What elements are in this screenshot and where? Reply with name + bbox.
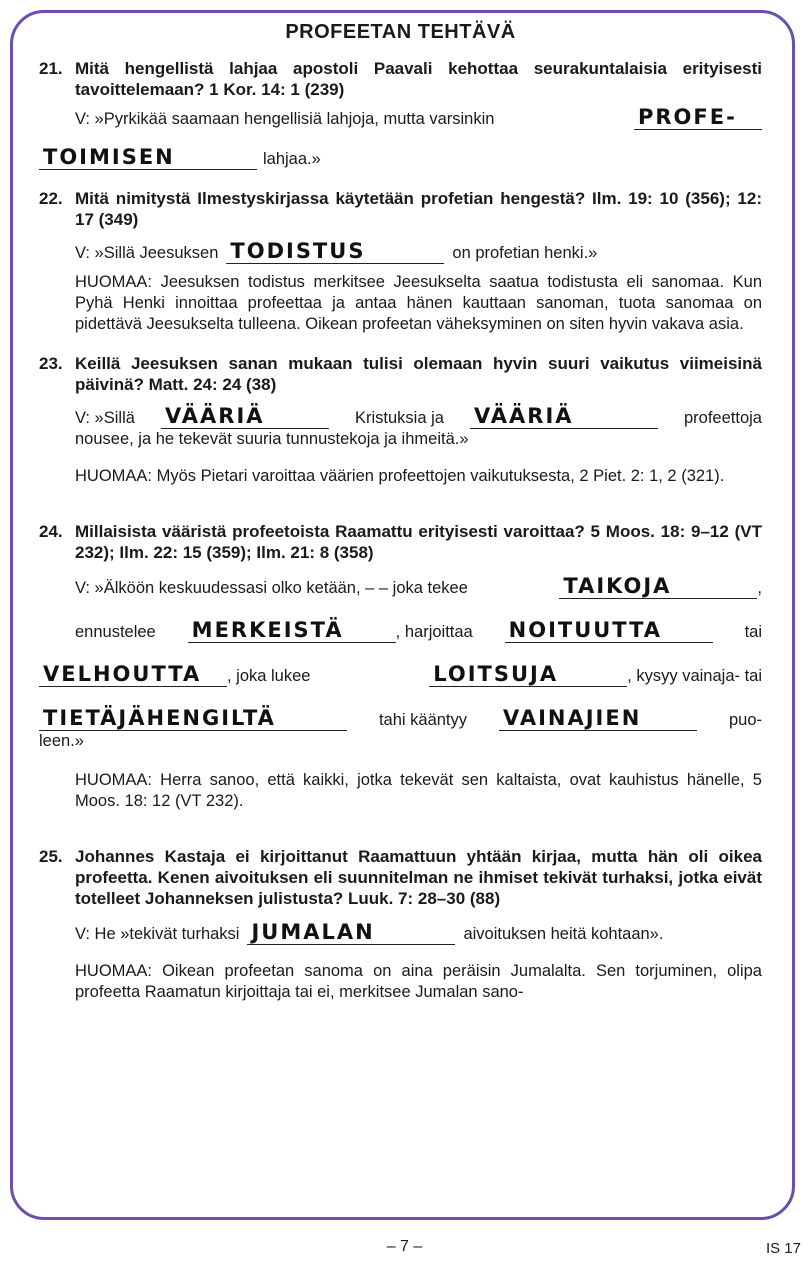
question-text: Mitä nimitystä Ilmestyskirjassa käytetään profetian hengestä? Ilm. 19: 10 (356); 12: 17 (349) xyxy=(75,189,762,229)
question-text: Mitä hengellistä lahjaa apostoli Paavali kehottaa seurakuntalaisia erityisesti tavoittelemaan? 1 Kor. 14: 1 (239) xyxy=(75,59,762,99)
question-number: 24. xyxy=(39,522,63,541)
answer-text: tahi kääntyy xyxy=(378,711,468,729)
question-23 xyxy=(39,353,762,395)
answer-text: tai xyxy=(744,623,762,641)
answer-text: aivoituksen heitä kohtaan». xyxy=(463,925,664,943)
answer-text: lahjaa.» xyxy=(263,150,321,168)
answer-text: puo- xyxy=(728,711,762,729)
question-22 xyxy=(39,188,762,230)
answer-blank[interactable]: TIETÄJÄHENGILTÄ xyxy=(39,706,347,731)
answer-23 xyxy=(75,399,762,450)
note-24: HUOMAA: Herra sanoo, että kaikki, jotka tekevät sen kaltaista, ovat kauhistus hänelle, 5 Moos. 18: 12 (VT 232). xyxy=(75,771,762,810)
question-number: 23. xyxy=(39,354,63,373)
answer-blank[interactable]: VÄÄRIÄ xyxy=(161,404,329,429)
answer-blank[interactable]: PROFE- xyxy=(634,105,762,130)
answer-text: V: »Sillä xyxy=(75,409,135,427)
answer-blank[interactable]: TAIKOJA xyxy=(559,574,757,599)
note-22: HUOMAA: Jeesuksen todistus merkitsee Jeesukselta saatua todistusta eli sanomaa. Kun Pyhä Henki innoittaa profeettaa ja antaa hänen kauttaan sanoman, tuota sanomaa on pidettävä Jeesukselta tulleena. Oikean profeetan väheksyminen on siten hyvin vakava asia. xyxy=(75,273,762,333)
question-24 xyxy=(39,521,762,563)
answer-text: V: »Älköön keskuudessasi olko ketään, – – joka tekee xyxy=(75,579,468,597)
answer-text: V: He »tekivät turhaksi xyxy=(75,925,240,943)
page-number: – 7 – xyxy=(386,1238,423,1255)
answer-blank[interactable]: TOIMISEN xyxy=(39,145,257,170)
answer-text: , joka lukee xyxy=(227,667,311,685)
answer-text: nousee, ja he tekevät suuria tunnustekoja ja ihmeitä.» xyxy=(75,430,469,448)
answer-21 xyxy=(43,100,762,170)
answer-text: leen.» xyxy=(39,732,84,750)
answer-blank[interactable]: TODISTUS xyxy=(226,239,444,264)
question-text: Johannes Kastaja ei kirjoittanut Raamattuun yhtään kirjaa, mutta hän oli oikea profeetta. Kenen aivoituksen eli suunnitelman ne ihmiset tekivät turhaksi, jotka eivät totelleet Johanneksen julistusta? Luuk. 7: 28–30 (88) xyxy=(75,847,762,908)
answer-24 xyxy=(39,569,762,752)
question-number: 21. xyxy=(39,59,63,78)
page-frame xyxy=(10,10,795,1220)
page-title: PROFEETAN TEHTÄVÄ xyxy=(285,21,516,43)
answer-blank[interactable]: VELHOUTTA xyxy=(39,662,227,687)
answer-blank[interactable]: VÄÄRIÄ xyxy=(470,404,658,429)
answer-text: Kristuksia ja xyxy=(354,409,444,427)
answer-text: ennustelee xyxy=(75,623,156,641)
answer-text: , kysyy vainaja- tai xyxy=(627,667,762,685)
answer-text: , harjoittaa xyxy=(395,623,473,641)
answer-text: on profetian henki.» xyxy=(452,244,598,262)
question-number: 25. xyxy=(39,847,63,866)
answer-25 xyxy=(75,915,762,945)
page-content xyxy=(13,13,792,1003)
answer-text: V: »Pyrkikää saamaan hengellisiä lahjoja, mutta varsinkin xyxy=(75,110,495,128)
question-21 xyxy=(39,58,762,100)
document-code: IS 17 xyxy=(765,1240,801,1257)
answer-text: profeettoja xyxy=(684,409,762,427)
question-text: Keillä Jeesuksen sanan mukaan tulisi olemaan hyvin suuri vaikutus viimeisinä päivinä? Matt. 24: 24 (38) xyxy=(75,354,762,394)
question-25 xyxy=(39,846,762,909)
answer-22 xyxy=(75,234,762,264)
answer-blank[interactable]: MERKEISTÄ xyxy=(188,618,396,643)
answer-blank[interactable]: LOITSUJA xyxy=(429,662,627,687)
answer-blank[interactable]: NOITUUTTA xyxy=(505,618,713,643)
answer-blank[interactable]: JUMALAN xyxy=(247,920,455,945)
question-number: 22. xyxy=(39,189,63,208)
answer-text: , xyxy=(757,579,762,597)
note-23: HUOMAA: Myös Pietari varoittaa väärien profeettojen vaikutuksesta, 2 Piet. 2: 1, 2 (321). xyxy=(75,467,725,485)
question-text: Millaisista vääristä profeetoista Raamattu erityisesti varoittaa? 5 Moos. 18: 9–12 (VT 232); Ilm. 22: 15 (359); Ilm. 21: 8 (358) xyxy=(75,522,762,562)
answer-text: V: »Sillä Jeesuksen xyxy=(75,244,219,262)
note-25: HUOMAA: Oikean profeetan sanoma on aina peräisin Jumalalta. Sen torjuminen, olipa profeetta Raamatun kirjoittaja tai ei, merkitsee Jumalan sano- xyxy=(75,962,762,1001)
answer-blank[interactable]: VAINAJIEN xyxy=(499,706,697,731)
